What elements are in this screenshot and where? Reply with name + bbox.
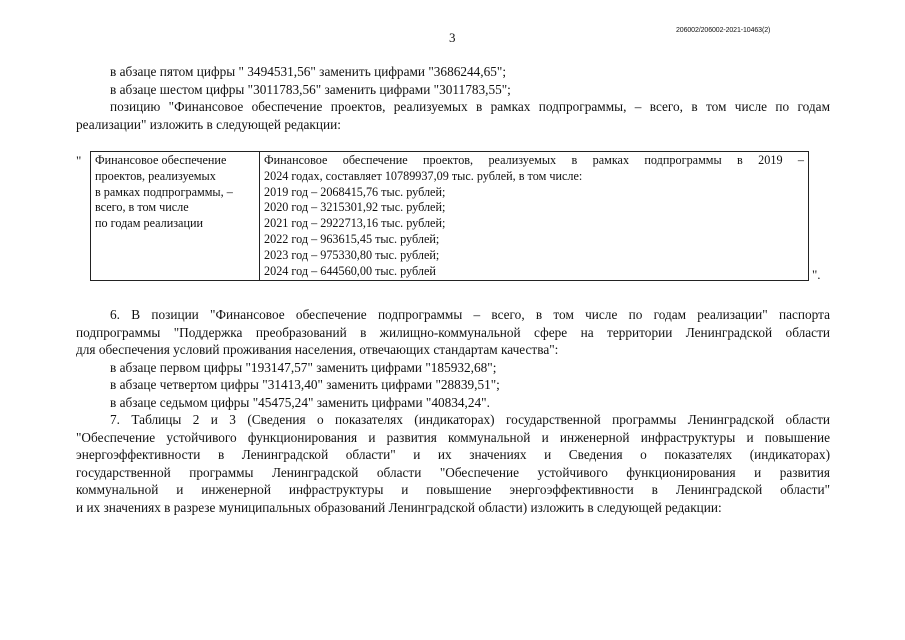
label-line: Финансовое обеспечение — [95, 153, 227, 167]
document-id: 206002/206002-2021-10463(2) — [676, 27, 771, 34]
label-line: проектов, реализуемых — [95, 168, 216, 183]
value-line: 2024 год – 644560,00 тыс. рублей — [264, 263, 436, 278]
page-number: 3 — [449, 30, 456, 45]
value-line: 2021 год – 2922713,16 тыс. рублей; — [264, 216, 446, 231]
amendment-line: в абзаце пятом цифры " 3494531,56" заменить цифрами "3686244,65"; — [110, 64, 507, 79]
financing-table — [90, 151, 809, 281]
section-6-line: подпрограммы "Поддержка преобразований в жилищно-коммунальной сфере на территории Ленинградской области — [76, 324, 830, 340]
section-6 — [76, 306, 830, 516]
amendment-line: в абзаце шестом цифры "3011783,56" заменить цифрами "3011783,55"; — [110, 81, 511, 97]
value-line: 2020 год – 3215301,92 тыс. рублей; — [264, 200, 446, 215]
section-7-line: коммунальной и инженерной инфраструктуры и повышение энергоэффективности в Ленинградской области" — [76, 482, 830, 497]
value-line: 2019 год – 2068415,76 тыс. рублей; — [264, 184, 446, 199]
label-line: по годам реализации — [95, 216, 204, 231]
section-7-line: государственной программы Ленинградской области "Обеспечение устойчивого функционирования и развития — [76, 464, 830, 480]
section-7-line: "Обеспечение устойчивого функционирования и развития коммунальной и инженерной инфраструктуры и повышение — [76, 429, 830, 445]
table-row — [91, 152, 809, 281]
value-line: 2023 год – 975330,80 тыс. рублей; — [264, 247, 440, 262]
label-line: в рамках подпрограммы, – — [95, 184, 233, 199]
table-cell-label — [91, 152, 260, 281]
section-6-line: для обеспечения условий проживания населения, отвечающих стандартам качества": — [76, 342, 559, 357]
amendment-top — [76, 63, 830, 133]
section-6-item: в абзаце первом цифры "193147,57" заменить цифрами "185932,68"; — [110, 359, 497, 375]
closing-quote: ". — [812, 267, 821, 282]
value-line: 2022 год – 963615,45 тыс. рублей; — [264, 231, 440, 246]
position-paragraph-line: позицию "Финансовое обеспечение проектов, реализуемых в рамках подпрограммы, – всего, в том числе по годам — [110, 99, 830, 114]
section-7-line: 7. Таблицы 2 и 3 (Сведения о показателях (индикаторах) государственной программы Ленинградской области — [110, 412, 830, 427]
value-line: 2024 годах, составляет 10789937,09 тыс. рублей, в том числе: — [264, 168, 583, 183]
label-line: всего, в том числе — [95, 200, 189, 215]
opening-quote: " — [76, 153, 82, 168]
section-6-item: в абзаце четвертом цифры "31413,40" заменить цифрами "28839,51"; — [110, 377, 500, 392]
section-6-line: 6. В позиции "Финансовое обеспечение подпрограммы – всего, в том числе по годам реализации" паспорта — [110, 307, 830, 322]
section-7-line: энергоэффективности в Ленинградской области" и их значениях и Сведения о показателях (индикаторах) — [76, 447, 830, 462]
table-cell-value — [260, 152, 809, 281]
section-6-item: в абзаце седьмом цифры "45475,24" заменить цифрами "40834,24". — [110, 394, 490, 410]
value-line: Финансовое обеспечение проектов, реализуемых в рамках подпрограммы в 2019 – — [264, 153, 804, 167]
position-paragraph-line: реализации" изложить в следующей редакции: — [76, 116, 341, 132]
section-7-line: и их значениях в разрезе муниципальных образований Ленинградской области) изложить в следующей редакции: — [76, 499, 722, 515]
